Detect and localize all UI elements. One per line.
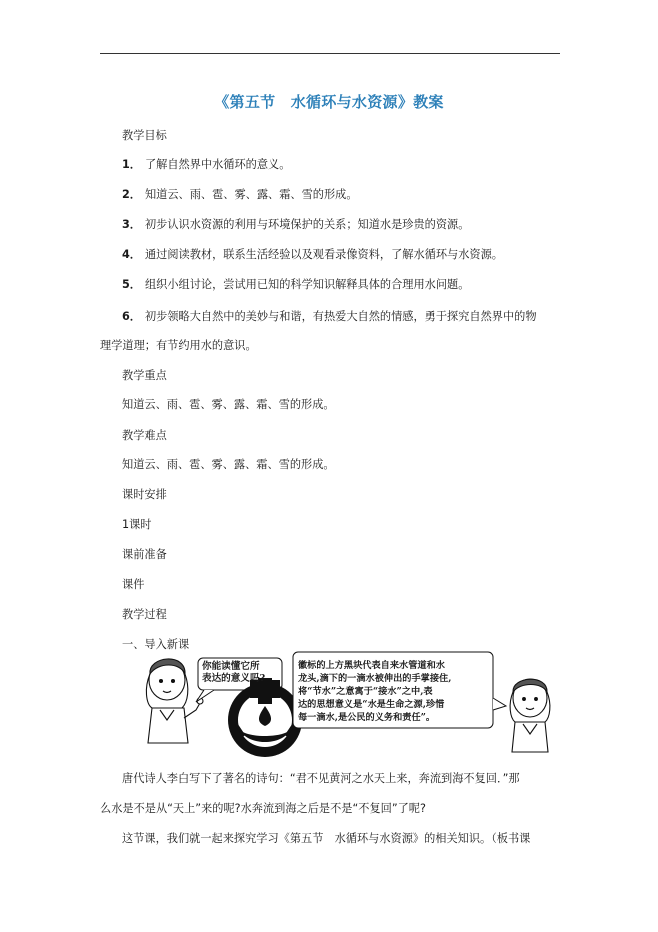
bubble-right-line: 每一滴水,是公民的义务和责任”。	[298, 712, 436, 723]
objective-text: 了解自然界中水循环的意义。	[144, 158, 291, 171]
bubble-right-line: 将“节水”之意寓于“接水”之中,表	[298, 686, 433, 697]
objective-text: 组织小组讨论，尝试用已知的科学知识解释具体的合理用水问题。	[144, 278, 470, 291]
bubble-right-line: 达的思想意义是“水是生命之源,珍惜	[298, 699, 445, 710]
girl-left-icon	[146, 659, 203, 743]
paragraph-2-line-1: 这节课，我们就一起来探究学习《第五节 水循环与水资源》的相关知识。（板书课	[122, 832, 531, 845]
prep-heading: 课前准备	[122, 548, 167, 561]
bubble-left-line: 你能读懂它所	[202, 661, 260, 672]
header-rule	[100, 53, 560, 54]
bubble-right-text	[298, 659, 488, 724]
objective-text: 初步领略大自然中的美妙与和谐，有热爱大自然的情感，勇于探究自然界中的物	[144, 310, 537, 323]
objective-number: 3．	[122, 218, 141, 231]
objective-3	[122, 218, 469, 232]
objective-number: 6．	[122, 310, 141, 323]
schedule-heading: 课时安排	[122, 488, 167, 501]
difficult-text: 知道云、雨、雹、雾、露、霜、雪的形成。	[122, 458, 335, 471]
objective-6-continued: 理学道理；有节约用水的意识。	[100, 339, 257, 352]
prep-text: 课件	[122, 578, 145, 591]
section-heading: 一、导入新课	[122, 638, 190, 651]
objective-text: 知道云、雨、雹、雾、露、霜、雪的形成。	[144, 188, 358, 201]
bubble-left-text	[202, 661, 265, 685]
objective-text: 通过阅读教材，联系生活经验以及观看录像资料，了解水循环与水资源。	[144, 248, 503, 261]
objective-number: 2．	[122, 188, 141, 201]
key-text: 知道云、雨、雹、雾、露、霜、雪的形成。	[122, 398, 335, 411]
objective-6	[122, 310, 537, 324]
paragraph-1-line-1: 唐代诗人李白写下了著名的诗句：“君不见黄河之水天上来，奔流到海不复回．”那	[122, 772, 520, 785]
schedule-text: 1课时	[122, 518, 152, 531]
objectives-heading: 教学目标	[122, 129, 167, 142]
objective-2	[122, 188, 358, 202]
objective-4	[122, 248, 503, 262]
process-heading: 教学过程	[122, 608, 167, 621]
objective-number: 4．	[122, 248, 141, 261]
page-title: 《第五节 水循环与水资源》教案	[214, 93, 444, 111]
paragraph-1-line-2: 么水是不是从“天上”来的呢?水奔流到海之后是不是“不复回”了呢?	[100, 802, 426, 815]
objective-5	[122, 278, 469, 292]
bubble-right-line: 徽标的上方黑块代表自来水管道和水	[298, 660, 445, 671]
bubble-left-line: 表达的意义吗?	[202, 673, 266, 684]
objective-number: 5．	[122, 278, 141, 291]
objective-number: 1．	[122, 158, 141, 171]
objective-text: 初步认识水资源的利用与环境保护的关系；知道水是珍贵的资源。	[144, 218, 470, 231]
girl-right-icon	[510, 679, 550, 752]
objective-1	[122, 158, 290, 172]
bubble-right-line: 龙头,滴下的一滴水被伸出的手掌接住,	[298, 673, 452, 684]
key-heading: 教学重点	[122, 369, 167, 382]
difficult-heading: 教学难点	[122, 429, 167, 442]
